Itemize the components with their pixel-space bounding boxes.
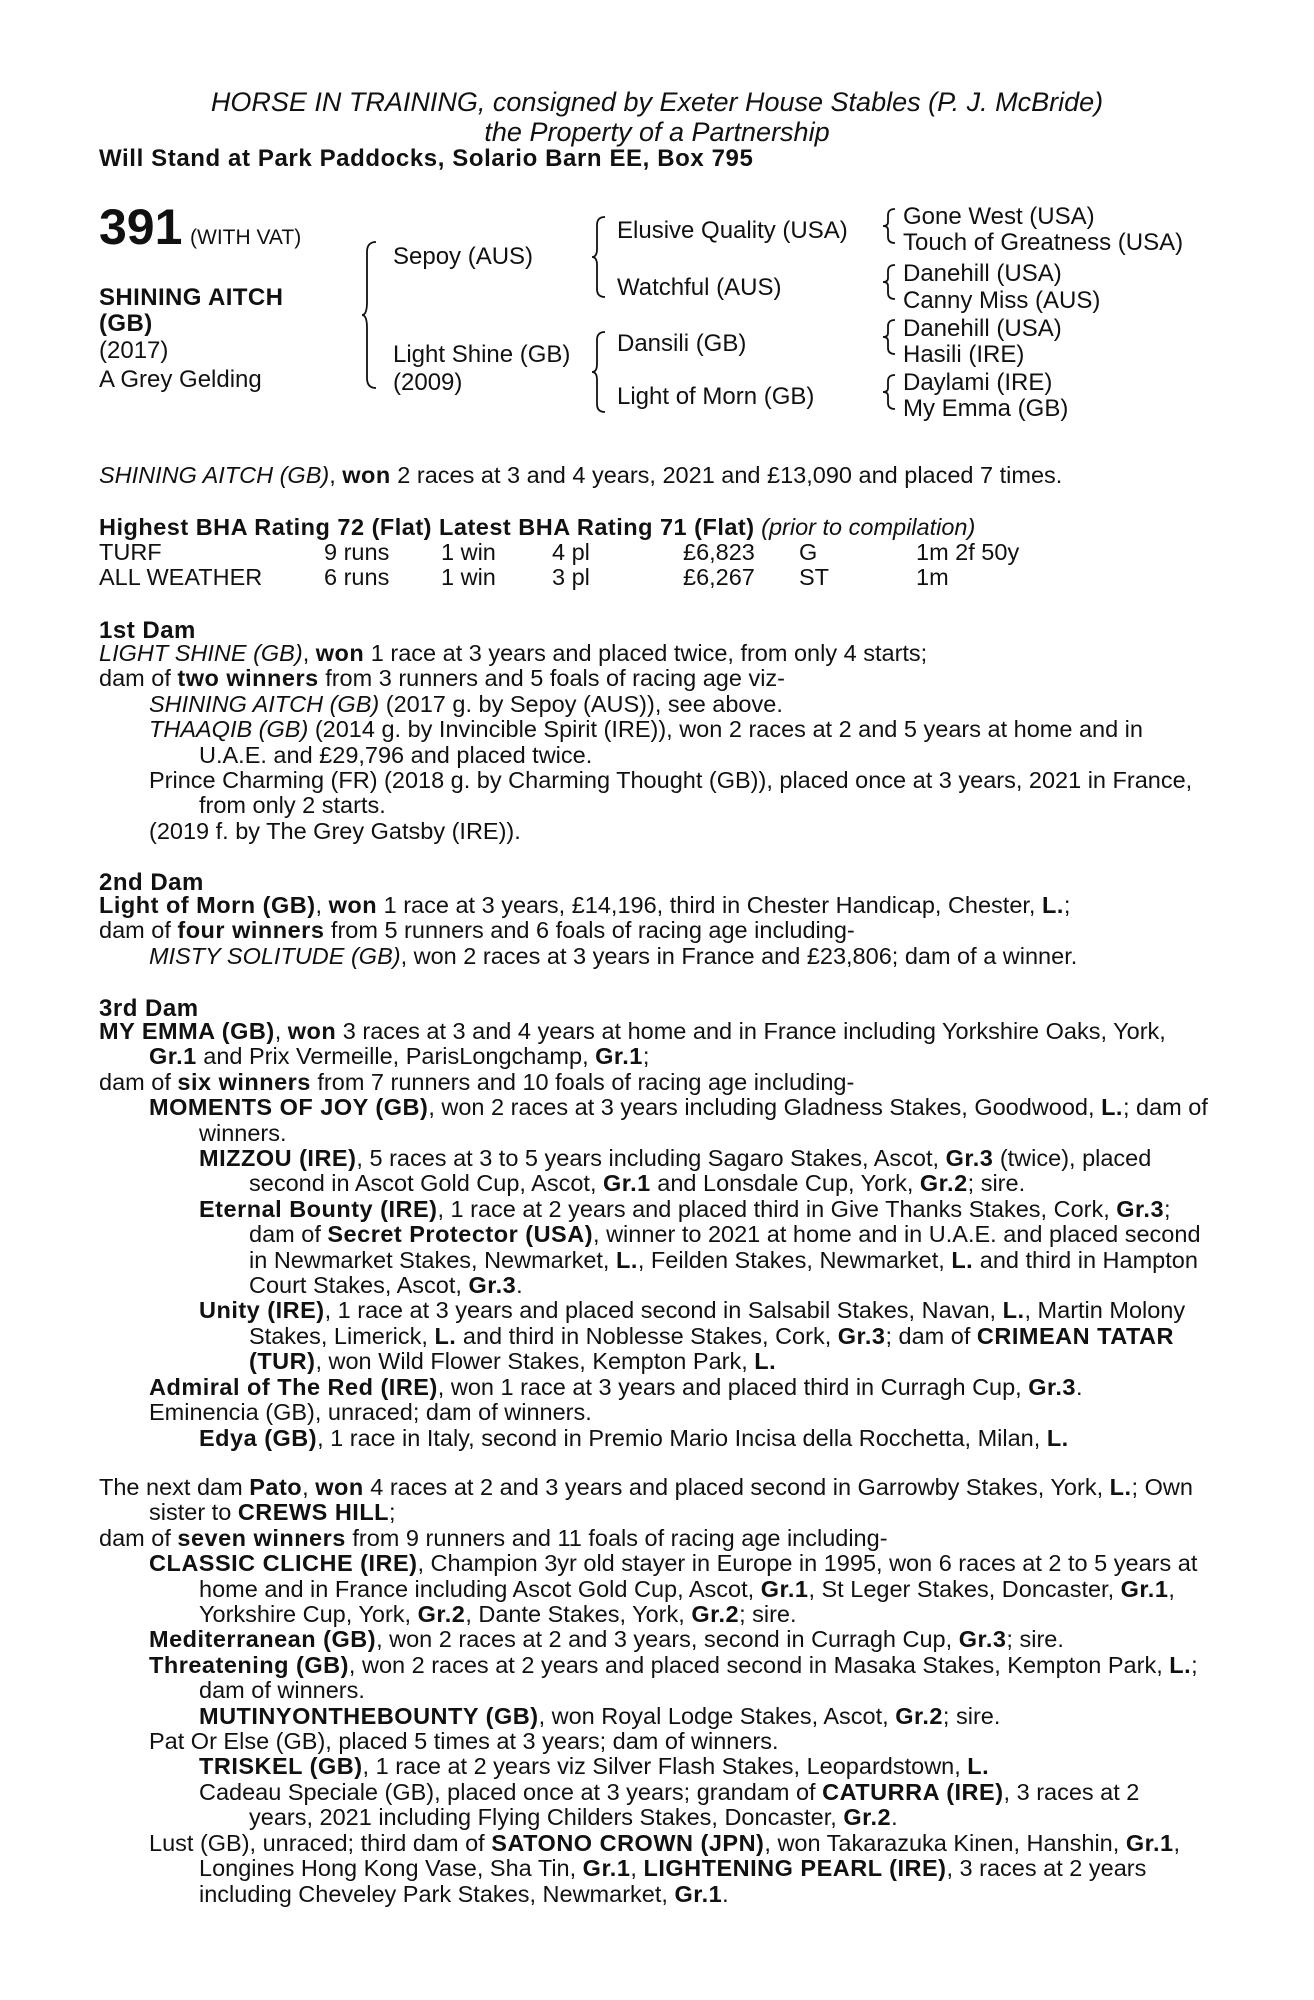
horse-name: [99, 285, 283, 337]
pedigree-brace-sire: [592, 215, 608, 299]
text: 4 races at 2 and 3 years and placed second in Garrowby Stakes, York,: [363, 1474, 1110, 1500]
pedigree-g6: Hasili (IRE): [903, 341, 1025, 368]
stat-going: G: [799, 539, 818, 565]
text: , won 2 races at 3 years including Gladness Stakes, Goodwood,: [428, 1094, 1102, 1121]
next-dam-produce: [99, 1526, 1209, 1551]
text: , 1 race in Italy, second in Premio Mario Incisa della Rocchetta, Milan,: [317, 1424, 1047, 1451]
first-dam-record: 1 race at 3 years and placed twice, from only 4 starts;: [364, 640, 928, 666]
stat-wins: 1 win: [441, 564, 496, 590]
pedigree-brace-g12: [882, 207, 898, 245]
text: dam of: [99, 917, 178, 944]
pedigree-g1: Gone West (USA): [903, 203, 1095, 230]
pedigree-brace-g78: [882, 373, 898, 411]
text: dam of: [99, 665, 178, 692]
group-mark: Gr.2: [843, 1804, 892, 1831]
pedigree-sire: Sepoy (AUS): [393, 243, 534, 270]
text: Lust (GB), unraced; third dam of: [149, 1829, 492, 1856]
text: ; dam of winners.: [199, 1651, 1198, 1704]
pedigree-dam-dam: Light of Morn (GB): [617, 383, 815, 410]
third-dam-line: MY EMMA (GB), won 3 races at 3 and 4 years at home and in France including Yorkshire Oaks, York, Gr.1 and Prix Vermeille, ParisLongchamp, Gr.1;: [99, 1018, 1166, 1070]
lot-number: 391: [99, 199, 183, 255]
offspring-entry: [149, 1373, 1209, 1400]
group-mark: Gr.1: [1120, 1575, 1169, 1602]
text: ,: [630, 1855, 644, 1882]
vat-note: (WITH VAT): [190, 226, 302, 249]
pedigree-brace-dam: [592, 330, 608, 414]
text: , won Takarazuka Kinen, Hanshin,: [764, 1829, 1126, 1856]
text: from 9 runners and 11 foals of racing age including-: [345, 1524, 888, 1551]
text: .: [1075, 1373, 1083, 1400]
text: , won 2 races at 2 and 3 years, second in Curragh Cup,: [376, 1626, 959, 1653]
pedigree-sire-sire: Elusive Quality (USA): [617, 217, 848, 244]
stats-row-turf: [99, 540, 1199, 566]
text: .: [891, 1804, 898, 1831]
winners-count: six winners: [177, 1068, 311, 1095]
next-dam-line: [99, 1475, 1209, 1526]
listed-mark: L.: [1046, 1424, 1069, 1451]
group-mark: Gr.3: [1028, 1373, 1076, 1400]
stat-places: 4 pl: [552, 539, 590, 565]
text: ;: [642, 1043, 650, 1070]
offspring-name: MIZZOU (IRE): [199, 1145, 357, 1172]
text: , 3 races at 2 years, 2021 including Flying Childers Stakes, Doncaster,: [249, 1778, 1140, 1831]
listed-mark: L.: [1042, 892, 1064, 918]
text: , Champion 3yr old stayer in Europe in 1995, won 6 races at 2 to 5 years at home and in France including Ascot Gold Cup, Ascot,: [199, 1550, 1198, 1602]
pedigree-dam: Light Shine (GB): [393, 341, 571, 368]
second-dam-heading: 2nd Dam: [99, 869, 204, 896]
text: .: [516, 1272, 523, 1299]
third-dam-heading: 3rd Dam: [99, 995, 199, 1022]
horse-name-line1: SHINING AITCH: [99, 284, 284, 311]
offspring-entry: [149, 1626, 1209, 1653]
text: ;: [389, 1499, 396, 1526]
offspring-name: SHINING AITCH (GB): [149, 690, 380, 717]
text: , 3 races at 2 years including Cheveley Park Stakes, Newmarket,: [199, 1855, 1147, 1907]
text: (twice), placed second in Ascot Gold Cup, Ascot,: [249, 1145, 1152, 1197]
second-dam-line: Light of Morn (GB), won 1 race at 3 years, £14,196, third in Chester Handicap, Chester, L.;: [99, 892, 1071, 918]
stat-places: 3 pl: [552, 564, 590, 590]
stat-distance: 1m: [916, 564, 949, 590]
second-dam-name: Light of Morn (GB): [99, 892, 316, 918]
offspring-name: Admiral of The Red (IRE): [149, 1373, 438, 1400]
offspring-name: Mediterranean (GB): [149, 1626, 377, 1653]
text: Cadeau Speciale (GB), placed once at 3 years; grandam of: [199, 1778, 823, 1805]
offspring-entry: [199, 1702, 1209, 1729]
text: ,: [302, 1474, 316, 1500]
text: dam of: [99, 1068, 178, 1095]
offspring-entry: [199, 1778, 1209, 1831]
second-dam-section: [99, 893, 1209, 969]
text: and Lonsdale Cup, York,: [650, 1170, 920, 1197]
stat-surface: ALL WEATHER: [99, 564, 263, 590]
first-dam-line: LIGHT SHINE (GB), won 1 race at 3 years and placed twice, from only 4 starts;: [99, 640, 928, 666]
text: and Prix Vermeille, ParisLongchamp,: [196, 1043, 596, 1070]
summary-rest: 2 races at 3 and 4 years, 2021 and £13,090 and placed 7 times.: [390, 462, 1063, 488]
winners-count: seven winners: [177, 1524, 346, 1551]
offspring-entry: [149, 944, 1209, 969]
text: , Longines Hong Kong Vase, Sha Tin,: [199, 1829, 1181, 1882]
text: , St Leger Stakes, Doncaster,: [808, 1575, 1121, 1602]
text: ; sire.: [739, 1601, 797, 1628]
text: ; dam of: [885, 1322, 977, 1349]
second-dam-record: 1 race at 3 years, £14,196, third in Chester Handicap, Chester,: [377, 892, 1042, 918]
text: from 3 runners and 5 foals of racing age viz-: [318, 665, 785, 692]
offspring-name: Threatening (GB): [149, 1651, 349, 1678]
text: and third in Noblesse Stakes, Cork,: [456, 1322, 838, 1349]
group-mark: Gr.1: [760, 1575, 809, 1602]
listed-mark: L.: [1109, 1474, 1132, 1500]
pedigree-g8: My Emma (GB): [903, 395, 1069, 422]
race-summary: SHINING AITCH (GB), won 2 races at 3 and 4 years, 2021 and £13,090 and placed 7 times.: [99, 462, 1063, 488]
pedigree-g3: Danehill (USA): [903, 260, 1062, 287]
listed-mark: L.: [1169, 1651, 1192, 1678]
listed-mark: L.: [1002, 1297, 1025, 1324]
offspring-entry: [199, 1753, 1209, 1780]
third-dam-name: MY EMMA (GB): [99, 1018, 275, 1044]
stat-surface: TURF: [99, 539, 162, 565]
text: ;: [1063, 892, 1071, 918]
text: , Feilden Stakes, Newmarket,: [637, 1246, 952, 1273]
pedigree-brace-g56: [882, 318, 898, 356]
text: , won Wild Flower Stakes, Kempton Park,: [315, 1348, 755, 1375]
next-dam-won: won: [315, 1474, 364, 1500]
text: , Yorkshire Cup, York,: [199, 1575, 1175, 1628]
offspring-name: Eternal Bounty (IRE): [199, 1195, 438, 1222]
stats-row-all-weather: [99, 565, 1199, 591]
offspring-entry: Eminencia (GB), unraced; dam of winners.: [149, 1399, 592, 1426]
offspring-entry: [199, 1145, 1209, 1197]
rating-line: [99, 515, 1209, 540]
text: , Martin Molony Stakes, Limerick,: [249, 1297, 1186, 1349]
pedigree-sire-dam: Watchful (AUS): [617, 274, 782, 301]
offspring-name: MOMENTS OF JOY (GB): [149, 1094, 429, 1121]
group-mark: Gr.3: [945, 1145, 994, 1172]
text: .: [722, 1880, 729, 1907]
offspring-name: MISTY SOLITUDE (GB): [149, 942, 401, 969]
text: and third in Hampton Court Stakes, Ascot,: [249, 1246, 1198, 1299]
listed-mark: L.: [967, 1753, 990, 1780]
text: ; sire.: [942, 1702, 1001, 1729]
stat-distance: 1m 2f 50y: [916, 539, 1020, 565]
text: , won 1 race at 3 years and placed third in Curragh Cup,: [437, 1373, 1029, 1400]
group-mark: Gr.2: [895, 1702, 943, 1729]
text: , won Royal Lodge Stakes, Ascot,: [538, 1702, 896, 1729]
offspring-entry: [149, 716, 1209, 768]
group-mark: Gr.1: [595, 1043, 643, 1070]
rating-text: Highest BHA Rating 72 (Flat) Latest BHA Rating 71 (Flat): [99, 514, 755, 540]
winners-count: four winners: [177, 917, 325, 944]
offspring-entry: [149, 1550, 1209, 1628]
text: ; dam of winners.: [199, 1094, 1208, 1146]
offspring-name: THAAQIB (GB): [149, 716, 309, 743]
offspring-record: (2014 g. by Invincible Spirit (IRE)), won 2 races at 2 and 5 years at home and in U.A.E. and £29,796 and placed twice.: [199, 716, 1143, 768]
stand-location: Will Stand at Park Paddocks, Solario Barn EE, Box 795: [99, 145, 754, 172]
next-dam-name: Pato: [249, 1474, 303, 1500]
pedigree-dam-sire: Dansili (GB): [617, 330, 747, 357]
offspring-name: CLASSIC CLICHE (IRE): [149, 1550, 418, 1577]
text: , won 2 races at 2 years and placed second in Masaka Stakes, Kempton Park,: [348, 1651, 1170, 1678]
group-mark: Gr.1: [149, 1043, 197, 1070]
listed-mark: L.: [754, 1348, 777, 1375]
listed-mark: L.: [615, 1246, 638, 1273]
offspring-entry: [199, 1424, 1209, 1451]
pedigree-g2: Touch of Greatness (USA): [903, 229, 1184, 256]
first-dam-produce: [99, 666, 1209, 691]
text: , 1 race at 2 years viz Silver Flash Stakes, Leopardstown,: [362, 1753, 968, 1780]
group-mark: Gr.3: [958, 1626, 1007, 1653]
stat-prize: £6,267: [683, 564, 755, 590]
pedigree-g5: Danehill (USA): [903, 315, 1062, 342]
offspring-name: Edya (GB): [199, 1424, 318, 1451]
text: from 7 runners and 10 foals of racing age including-: [310, 1068, 855, 1095]
pedigree-g7: Daylami (IRE): [903, 369, 1053, 396]
offspring-entry: [149, 690, 1209, 717]
group-mark: Gr.2: [919, 1170, 968, 1197]
text: , Dante Stakes, York,: [465, 1601, 692, 1628]
text: ; Own sister to: [149, 1474, 1193, 1526]
offspring-name: LIGHTENING PEARL (IRE): [643, 1855, 947, 1882]
offspring-entry: Prince Charming (FR) (2018 g. by Charming Thought (GB)), placed once at 3 years, 2021 in France, from only 2 starts.: [149, 767, 1193, 819]
stat-runs: 9 runs: [324, 539, 390, 565]
offspring-name: Secret Protector (USA): [327, 1221, 594, 1248]
first-dam-heading: 1st Dam: [99, 617, 196, 644]
horse-description: A Grey Gelding: [99, 366, 262, 393]
stat-wins: 1 win: [441, 539, 496, 565]
third-dam-won: won: [287, 1018, 337, 1044]
offspring-name: CATURRA (IRE): [822, 1778, 1004, 1805]
offspring-entry: [149, 1829, 1209, 1907]
third-dam-produce: [99, 1070, 1209, 1095]
group-mark: Gr.1: [582, 1855, 631, 1882]
offspring-name: TRISKEL (GB): [199, 1753, 363, 1780]
group-mark: Gr.3: [837, 1322, 886, 1349]
consignor-line: HORSE IN TRAINING, consigned by Exeter House Stables (P. J. McBride): [210, 87, 1104, 117]
offspring-name: Unity (IRE): [199, 1297, 325, 1324]
first-dam-won: won: [315, 640, 365, 666]
rating-note: (prior to compilation): [761, 514, 976, 540]
text: ; sire.: [967, 1170, 1026, 1197]
group-mark: Gr.1: [603, 1170, 651, 1197]
offspring-entry: [199, 1297, 1209, 1375]
stat-prize: £6,823: [683, 539, 755, 565]
group-mark: Gr.2: [691, 1601, 740, 1628]
text: , winner to 2021 at home and in U.A.E. and placed second in Newmarket Stakes, Newmarket,: [249, 1221, 1201, 1273]
second-dam-won: won: [328, 892, 378, 918]
offspring-entry: (2019 f. by The Grey Gatsby (IRE)).: [149, 817, 521, 844]
third-dam-section: [99, 1019, 1209, 1451]
group-mark: Gr.3: [1116, 1195, 1165, 1222]
first-dam-name: LIGHT SHINE (GB): [99, 640, 303, 666]
pedigree-g4: Canny Miss (AUS): [903, 287, 1101, 314]
first-dam-section: [99, 641, 1209, 844]
second-dam-produce: [99, 918, 1209, 943]
text: dam of: [99, 1524, 178, 1551]
offspring-entry: Pat Or Else (GB), placed 5 times at 3 years; dam of winners.: [149, 1728, 779, 1755]
text: ; sire.: [1006, 1626, 1064, 1653]
text: The next dam: [99, 1474, 250, 1500]
offspring-record: (2017 g. by Sepoy (AUS)), see above.: [379, 690, 783, 717]
stat-runs: 6 runs: [324, 564, 390, 590]
offspring-entry: [149, 1651, 1209, 1704]
text: from 5 runners and 6 foals of racing age including-: [324, 917, 855, 944]
offspring-entry: [149, 1094, 1209, 1146]
summary-horse-name: SHINING AITCH (GB): [99, 462, 330, 488]
text: , 1 race at 3 years and placed second in Salsabil Stakes, Navan,: [324, 1297, 1003, 1324]
horse-name-line2: (GB): [99, 310, 153, 337]
summary-won: won: [342, 462, 391, 488]
offspring-entry: [199, 1195, 1209, 1299]
listed-mark: L.: [434, 1322, 457, 1349]
pedigree-brace-g34: [882, 263, 898, 301]
group-mark: Gr.1: [674, 1880, 723, 1907]
group-mark: Gr.2: [417, 1601, 466, 1628]
text: , 5 races at 3 to 5 years including Sagaro Stakes, Ascot,: [356, 1145, 946, 1172]
foaling-year: (2017): [99, 337, 169, 364]
listed-mark: L.: [1101, 1094, 1123, 1121]
next-dam-section: [99, 1475, 1209, 1907]
pedigree-brace-main: [362, 240, 380, 390]
offspring-name: MUTINYONTHEBOUNTY (GB): [199, 1702, 539, 1729]
offspring-record: , won 2 races at 3 years in France and £23,806; dam of a winner.: [400, 942, 1078, 969]
sibling-name: CREWS HILL: [237, 1499, 390, 1526]
text: ; dam of: [249, 1195, 1171, 1248]
offspring-name: CRIMEAN TATAR (TUR): [249, 1322, 1175, 1375]
group-mark: Gr.1: [1125, 1829, 1174, 1856]
pedigree-dam-year: (2009): [393, 369, 463, 396]
winners-count: two winners: [177, 665, 319, 692]
listed-mark: L.: [951, 1246, 974, 1273]
group-mark: Gr.3: [468, 1272, 517, 1299]
text: 3 races at 3 and 4 years at home and in France including Yorkshire Oaks, York,: [336, 1018, 1166, 1044]
stat-going: ST: [799, 564, 830, 590]
text: , 1 race at 2 years and placed third in Give Thanks Stakes, Cork,: [437, 1195, 1117, 1222]
owner-line: the Property of a Partnership: [484, 117, 830, 147]
offspring-name: SATONO CROWN (JPN): [491, 1829, 765, 1856]
